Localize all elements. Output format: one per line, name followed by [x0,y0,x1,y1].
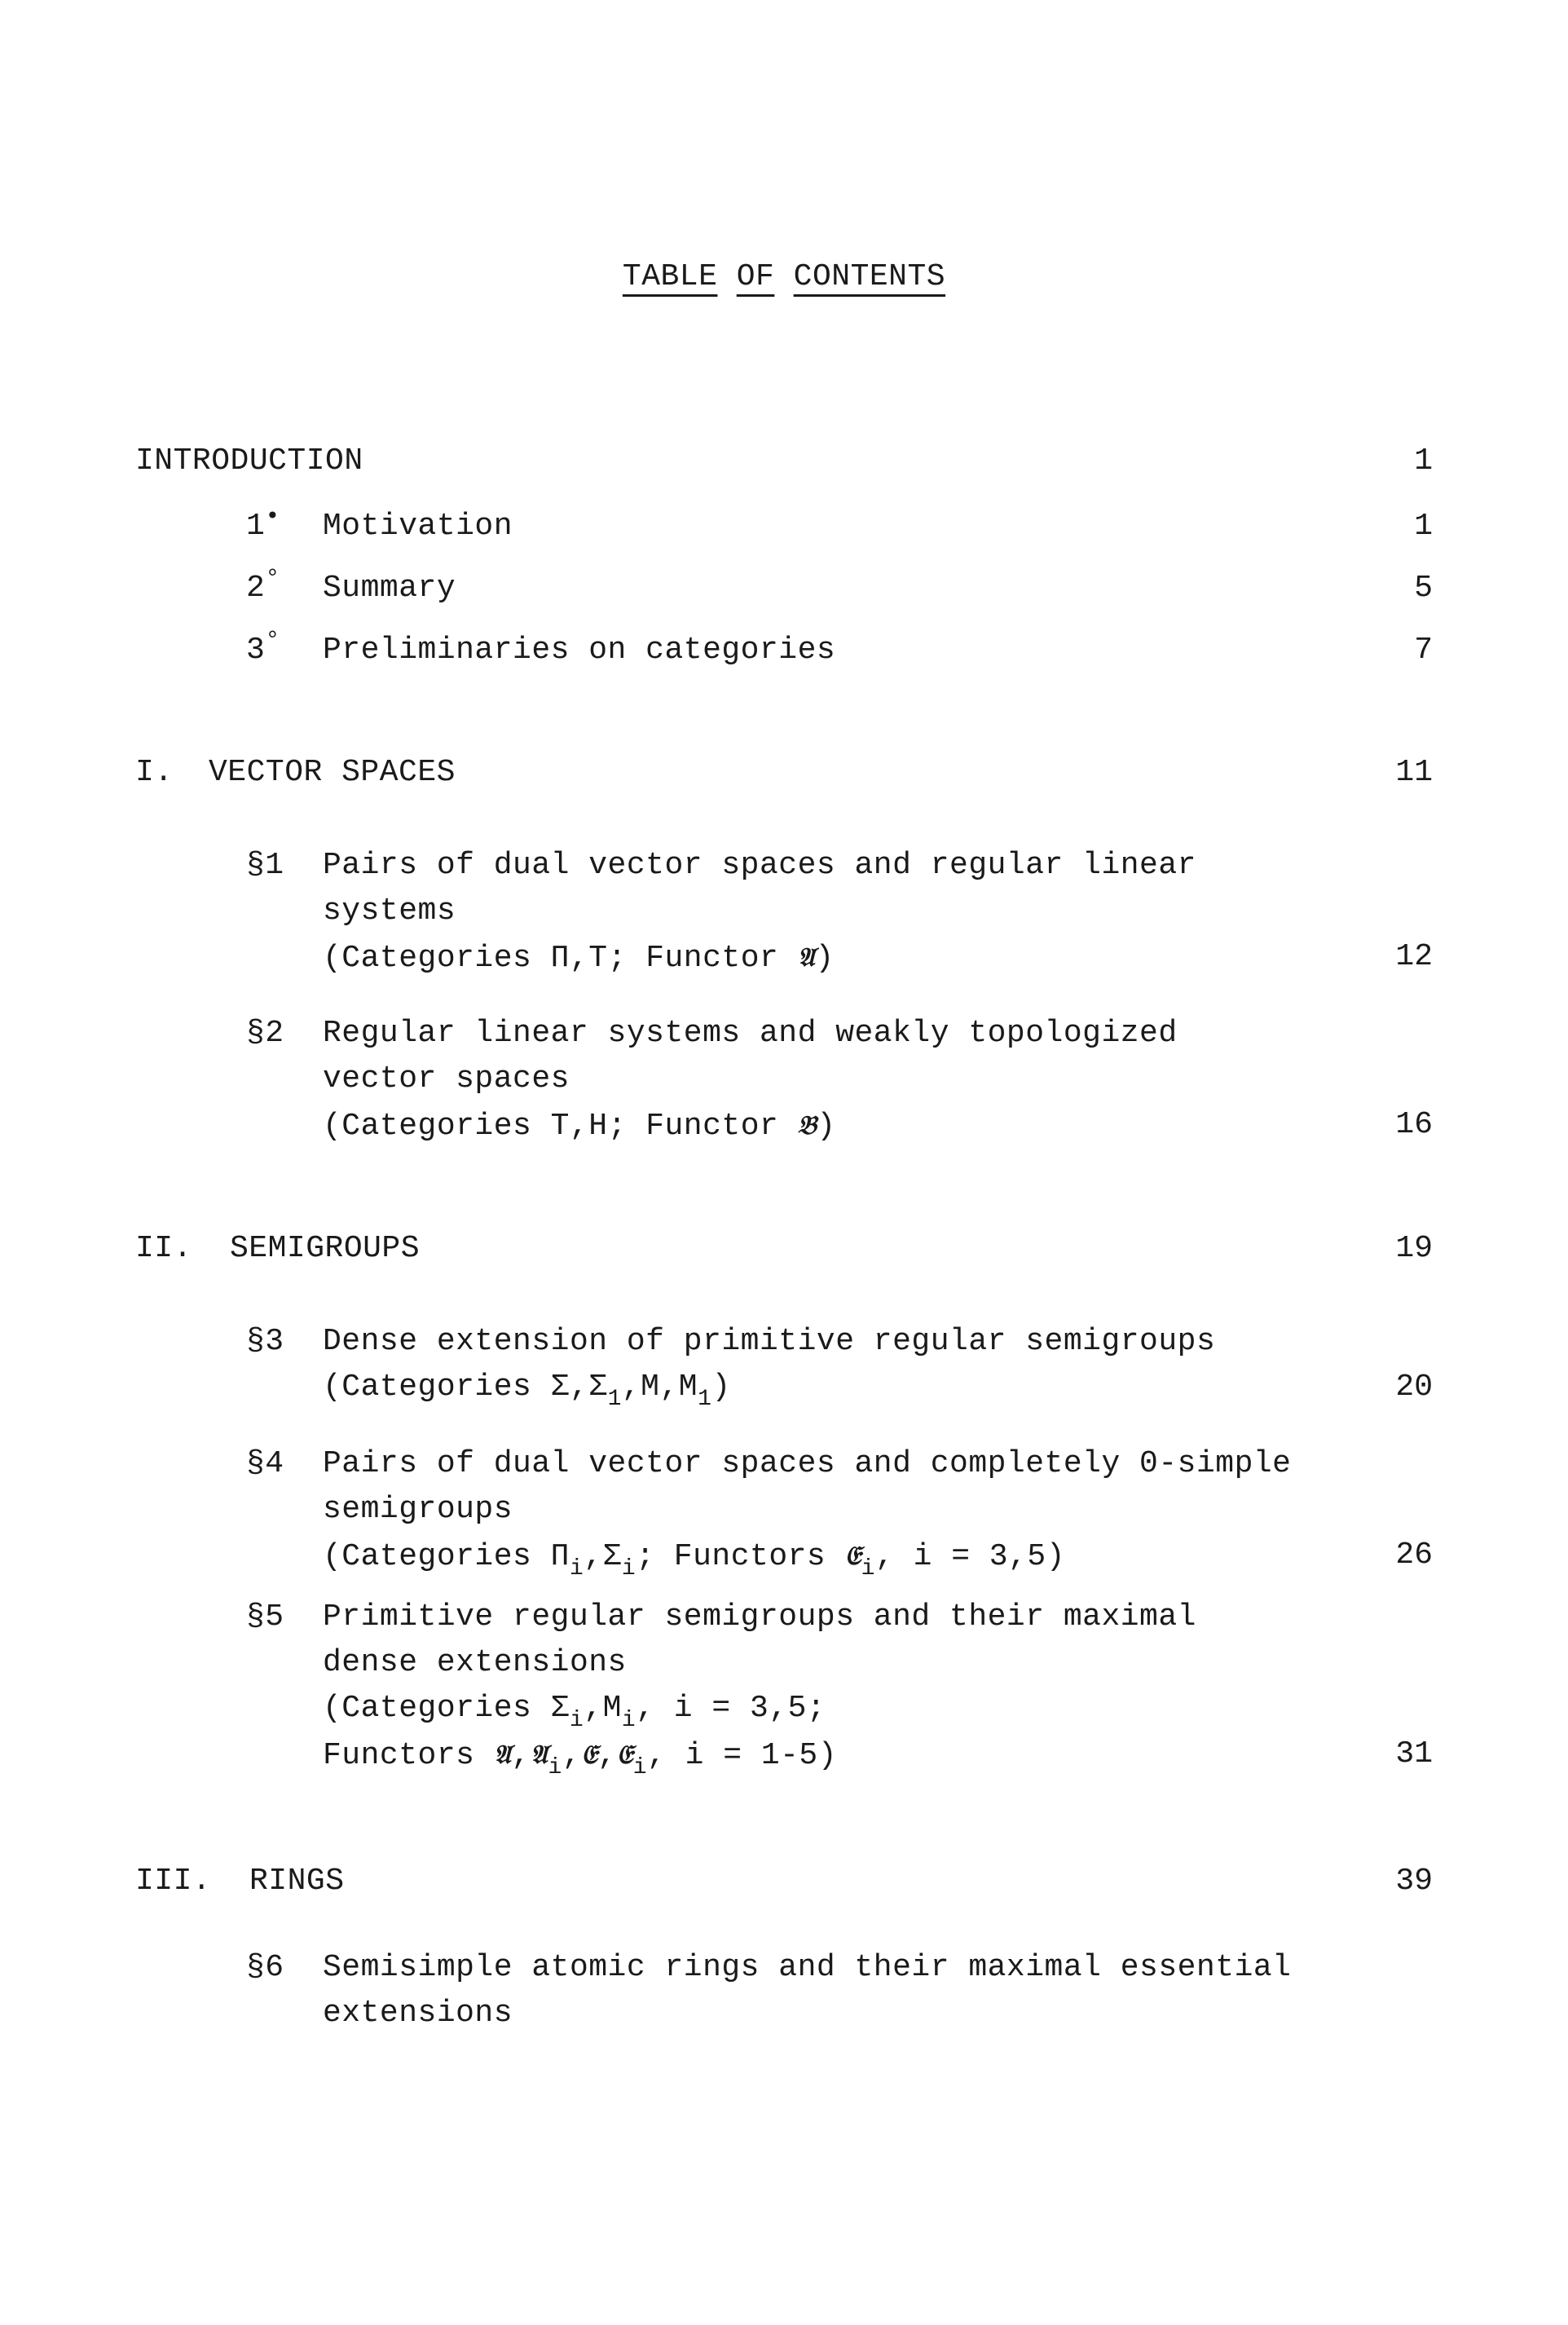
title-word-contents: CONTENTS [793,259,946,294]
section-1-categories: (Categories Π,T; Functor 𝔄) [323,941,835,976]
intro-item-2-number: 2° [246,565,280,606]
section-4-page: 26 [1395,1538,1433,1573]
section-1-number: §1 [246,848,284,883]
section-2-number: §2 [246,1016,284,1051]
section-1-title-line2: systems [323,893,456,929]
section-5-functors: Functors 𝔄,𝔄$_i$,𝔈,𝔈$_i$, i = 1-5) [323,1738,838,1780]
section-6-number: §6 [246,1950,284,1985]
section-1-page: 12 [1395,939,1433,974]
chapter-3-number: III. [135,1864,212,1899]
intro-item-2-title: Summary [323,571,456,606]
section-4-number: §4 [246,1446,284,1481]
section-5-title-line2: dense extensions [323,1645,627,1680]
title-word-table: TABLE [622,259,718,294]
section-1-title-line1: Pairs of dual vector spaces and regular linear [323,848,1196,883]
section-4-title-line2: semigroups [323,1492,513,1527]
section-2-page: 16 [1395,1107,1433,1142]
chapter-3-page: 39 [1395,1864,1433,1899]
intro-item-3-page: 7 [1414,633,1433,668]
chapter-1-number: I. [135,755,174,790]
chapter-3-title: RINGS [249,1864,345,1899]
section-5-page: 31 [1395,1736,1433,1771]
section-5-categories: (Categories $\Sigma_i,M_i$, i = 3,5; [323,1691,826,1733]
section-6-title-line2: extensions [323,1996,513,2031]
intro-page: 1 [1414,443,1433,479]
intro-item-1-page: 1 [1414,509,1433,544]
section-6-title-line1: Semisimple atomic rings and their maximal essential [323,1950,1292,1985]
title-word-of: OF [736,259,775,294]
section-2-title-line1: Regular linear systems and weakly topologized [323,1016,1178,1051]
section-5-title-line1: Primitive regular semigroups and their maximal [323,1599,1196,1635]
chapter-1-title: VECTOR SPACES [209,755,456,790]
section-3-categories: (Categories $\Sigma,\Sigma_1,M,M_1$) [323,1370,731,1412]
section-4-title-line1: Pairs of dual vector spaces and completely 0-simple [323,1446,1292,1481]
intro-item-3-number: 3° [246,627,280,668]
section-4-categories: (Categories $\Pi_i,\Sigma_i$; Functors 𝔈$_i$, i = 3,5) [323,1539,1066,1582]
section-2-categories: (Categories T,H; Functor 𝔅) [323,1109,836,1144]
section-5-number: §5 [246,1599,284,1635]
chapter-2-page: 19 [1395,1231,1433,1266]
section-3-page: 20 [1395,1370,1433,1405]
chapter-1-page: 11 [1395,755,1433,790]
intro-heading: INTRODUCTION [135,443,363,479]
section-3-number: §3 [246,1324,284,1359]
intro-item-1-title: Motivation [323,509,513,544]
chapter-2-title: SEMIGROUPS [230,1231,421,1266]
chapter-2-number: II. [135,1231,192,1266]
toc-title [0,259,1568,295]
section-3-title-line1: Dense extension of primitive regular semigroups [323,1324,1216,1359]
section-2-title-line2: vector spaces [323,1061,570,1096]
intro-item-1-number: 1• [246,503,280,544]
intro-item-2-page: 5 [1414,571,1433,606]
intro-item-3-title: Preliminaries on categories [323,633,836,668]
